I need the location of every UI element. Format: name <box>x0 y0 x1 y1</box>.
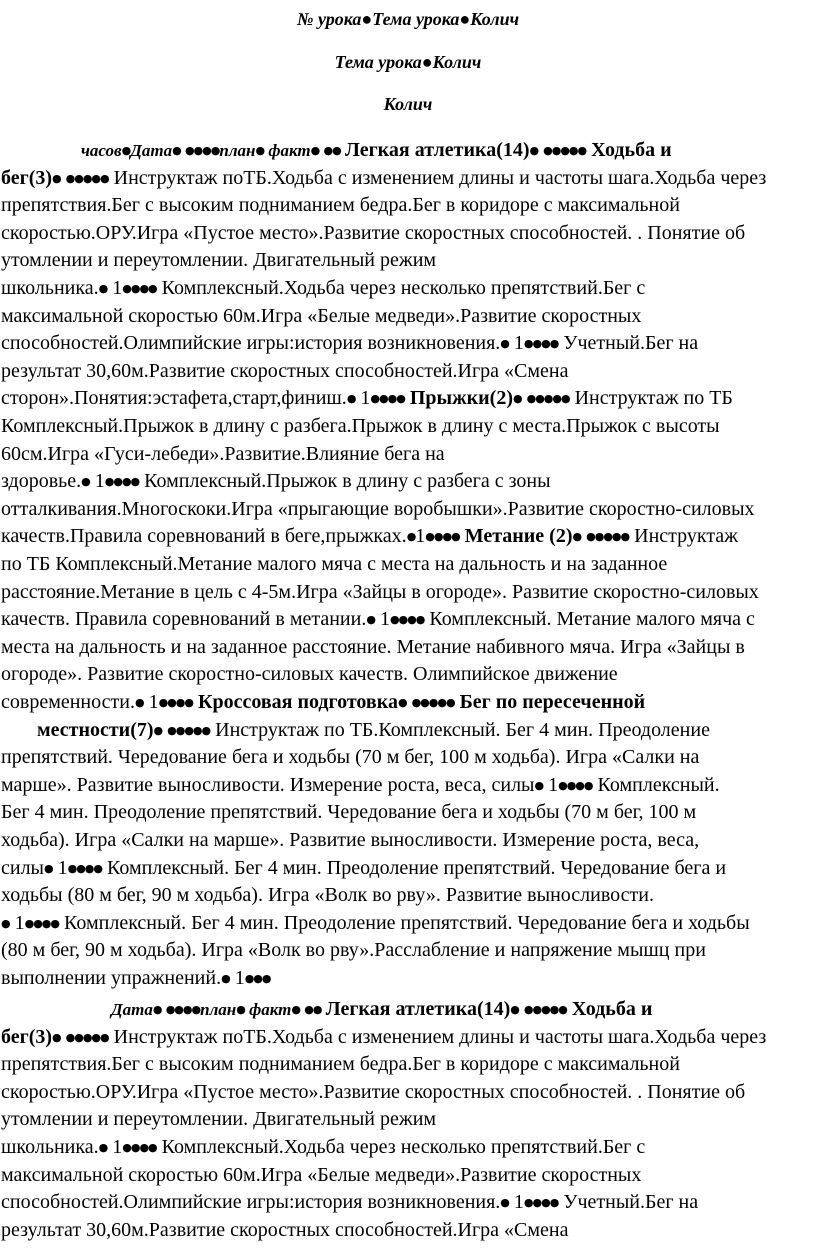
text-line: скоростью.ОРУ.Игра «Пустое место».Развитие скоростных способностей. . Понятие об <box>1 221 746 244</box>
text-line: огороде». Развитие скоростно-силовых качеств. Олимпийское движение <box>1 663 618 686</box>
header-line-1: № урока●Тема урока●Колич <box>296 9 520 29</box>
text-line: способностей.Олимпийские игры:история возникновения.● 1●●●● Учетный.Бег на <box>1 1191 699 1214</box>
text-line: школьника.● 1●●●● Комплексный.Ходьба через несколько препятствий.Бег с <box>1 1136 646 1158</box>
text-line: максимальной скоростью 60м.Игра «Белые медведи».Развитие скоростных <box>1 304 642 327</box>
text-line: утомлении и переутомлении. Двигательный режим <box>1 1108 437 1131</box>
text-line: расстояние.Метание в цель с 4-5м.Игра «Зайцы в огороде». Развитие скоростно-силовых <box>1 580 759 603</box>
text-line: Комплексный.Прыжок в длину с разбега.Прыжок в длину с места.Прыжок с высоты <box>1 415 720 437</box>
text-line: препятствий. Чередование бега и ходьбы (70 м бег, 100 м ходьба). Игра «Салки на <box>1 746 700 769</box>
text-line: утомлении и переутомлении. Двигательный режим <box>1 249 437 272</box>
text-line: современности.● 1●●●● Кроссовая подготовка● ●●●●● Бег по пересеченной <box>1 691 646 713</box>
text-line: скоростью.ОРУ.Игра «Пустое место».Развитие скоростных способностей. . Понятие об <box>1 1080 746 1103</box>
text-line: отталкивания.Многоскоки.Игра «прыгающие воробышки».Развитие скоростно-силовых <box>1 497 755 520</box>
text-line: ходьбы (80 м бег, 90 м ходьба). Игра «Волк во рву». Развитие выносливости. <box>1 884 654 907</box>
text-line: бег(3)● ●●●●● Инструктаж поТБ.Ходьба с изменением длины и частоты шага.Ходьба через <box>1 1025 767 1048</box>
text-line: результат 30,60м.Развитие скоростных способностей.Игра «Смена <box>1 1218 569 1241</box>
text-line: часов●Дата● ●●●●план● факт● ●● Легкая атлетика(14)● ●●●●● Ходьба и <box>81 139 672 161</box>
text-line: ● 1●●●● Комплексный. Бег 4 мин. Преодоление препятствий. Чередование бега и ходьбы <box>1 911 750 934</box>
text-line: места на дальность и на заданное расстояние. Метание набивного мяча. Игра «Зайцы в <box>1 635 745 658</box>
text-line: ходьба). Игра «Салки на марше». Развитие выносливости. Измерение роста, веса, <box>1 829 700 851</box>
text-line: здоровье.● 1●●●● Комплексный.Прыжок в длину с разбега с зоны <box>1 470 551 493</box>
header-line-3: Колич <box>383 94 433 114</box>
text-line: марше». Развитие выносливости. Измерение роста, веса, силы● 1●●●● Комплексный. <box>1 773 720 796</box>
text-line: качеств.Правила соревнований в беге,прыжках.●1●●●● Метание (2)● ●●●●● Инструктаж <box>1 525 739 548</box>
header-line-2: Тема урока●Колич <box>334 52 482 72</box>
text-line: выполнении упражнений.● 1●●● <box>1 967 271 989</box>
text-line: результат 30,60м.Развитие скоростных способностей.Игра «Смена <box>1 359 569 382</box>
text-line: препятствия.Бег с высоким подниманием бедра.Бег в коридоре с максимальной <box>1 1053 680 1076</box>
text-line: качеств. Правила соревнований в метании.● 1●●●● Комплексный. Метание малого мяча с <box>1 608 755 631</box>
text-line: препятствия.Бег с высоким подниманием бедра.Бег в коридоре с максимальной <box>1 194 680 217</box>
text-line: Бег 4 мин. Преодоление препятствий. Чередование бега и ходьбы (70 м бег, 100 м <box>1 801 697 824</box>
text-line: Дата● ●●●●план● факт● ●● Легкая атлетика(14)● ●●●●● Ходьба и <box>111 998 653 1020</box>
text-line: (80 м бег, 90 м ходьба). Игра «Волк во рву».Расслабление и напряжение мышц при <box>1 939 706 962</box>
text-line: 60см.Игра «Гуси-лебеди».Развитие.Влияние бега на <box>1 442 445 465</box>
text-line: способностей.Олимпийские игры:история возникновения.● 1●●●● Учетный.Бег на <box>1 332 699 355</box>
text-line: школьника.● 1●●●● Комплексный.Ходьба через несколько препятствий.Бег с <box>1 277 646 299</box>
text-line: бег(3)● ●●●●● Инструктаж поТБ.Ходьба с изменением длины и частоты шага.Ходьба через <box>1 166 767 189</box>
text-line: сторон».Понятия:эстафета,старт,финиш.● 1●●●● Прыжки(2)● ●●●●● Инструктаж по ТБ <box>1 387 733 410</box>
text-line: местности(7)● ●●●●● Инструктаж по ТБ.Комплексный. Бег 4 мин. Преодоление <box>37 718 710 741</box>
text-line: по ТБ Комплексный.Метание малого мяча с места на дальность и на заданное <box>1 553 668 575</box>
text-line: максимальной скоростью 60м.Игра «Белые медведи».Развитие скоростных <box>1 1163 642 1186</box>
text-line: силы● 1●●●● Комплексный. Бег 4 мин. Преодоление препятствий. Чередование бега и <box>1 856 727 879</box>
